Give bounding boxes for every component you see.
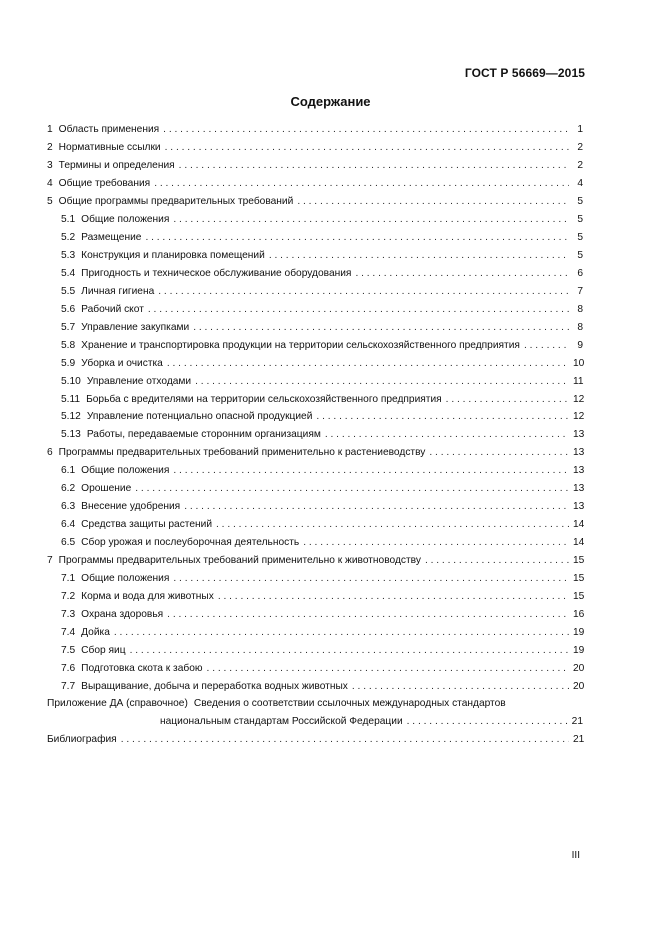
toc-entry-title: Внесение удобрения (81, 501, 181, 513)
toc-entry (47, 480, 583, 498)
document-standard-number: ГОСТ Р 56669—2015 (464, 66, 585, 80)
toc-entry-title: Нормативные ссылки (58, 142, 161, 154)
dot-leader (173, 465, 569, 476)
toc-entry-number: 5.2 (61, 232, 76, 244)
toc-entry-title: Область применения (58, 124, 160, 136)
toc-entry-title: Программы предварительных требований применительно к растениеводству (58, 447, 426, 459)
appendix-page-number: 21 (571, 716, 583, 728)
toc-entry-title: Общие положения (81, 572, 170, 584)
dot-leader (297, 196, 569, 207)
toc-entry-number: 7.7 (61, 680, 76, 692)
toc-entry-page: 4 (577, 178, 583, 190)
dot-leader (407, 716, 568, 727)
toc-entry-title: Выращивание, добыча и переработка водных животных (81, 680, 348, 692)
toc-entry-number: 5.3 (61, 250, 76, 262)
dot-leader (179, 160, 569, 171)
toc-entry (47, 659, 583, 677)
toc-entry (47, 265, 583, 283)
dot-leader (446, 394, 569, 405)
dot-leader (158, 286, 569, 297)
toc-entry (47, 175, 583, 193)
toc-entry-title: Хранение и транспортировка продукции на территории сельскохозяйственного предприятия (81, 339, 520, 351)
dot-leader (216, 519, 569, 530)
dot-leader (269, 250, 569, 261)
toc-entry (47, 552, 583, 570)
toc-entry-page: 20 (573, 680, 585, 692)
toc-entry-number: 5.1 (61, 214, 76, 226)
toc-entry-title: Пригодность и техническое обслуживание оборудования (81, 267, 352, 279)
toc-entry-title: Охрана здоровья (81, 608, 164, 620)
dot-leader (114, 627, 569, 638)
toc-entry-title: Программы предварительных требований применительно к животноводству (58, 554, 421, 566)
toc-entry-title: Личная гигиена (81, 285, 155, 297)
dot-leader (163, 124, 569, 135)
toc-appendix-entry (47, 695, 583, 731)
toc-entry (47, 587, 583, 605)
toc-entry-number: 5.12 (61, 411, 81, 423)
toc-entry-page: 19 (573, 626, 585, 638)
toc-entry-page: 15 (573, 572, 585, 584)
toc-entry-number: 6.2 (61, 483, 76, 495)
toc-entry-page: 8 (577, 321, 583, 333)
dot-leader (218, 591, 569, 602)
toc-entry-page: 20 (573, 662, 585, 674)
toc-entry-page: 12 (573, 411, 585, 423)
toc-entry-title: Средства защиты растений (81, 519, 213, 531)
dot-leader (195, 376, 569, 387)
dot-leader (148, 304, 569, 315)
toc-entries (47, 121, 583, 695)
toc-entry-title: Конструкция и планировка помещений (81, 250, 265, 262)
toc-entry-title: Подготовка скота к забою (81, 662, 203, 674)
dot-leader (207, 663, 569, 674)
toc-entry (47, 139, 583, 157)
toc-entry-page: 7 (577, 285, 583, 297)
dot-leader (355, 268, 569, 279)
toc-entry-title: Общие положения (81, 214, 170, 226)
dot-leader (429, 447, 569, 458)
dot-leader (130, 645, 569, 656)
toc-entry-number: 6 (47, 447, 53, 459)
dot-leader (184, 501, 569, 512)
toc-entry (47, 623, 583, 641)
toc-entry-page: 14 (573, 537, 585, 549)
toc-entry-title: Корма и вода для животных (81, 590, 214, 602)
toc-entry-page: 13 (573, 429, 585, 441)
toc-entry-title: Уборка и очистка (81, 357, 163, 369)
toc-entry-title: Общие программы предварительных требований (58, 196, 294, 208)
toc-entry (47, 534, 583, 552)
dot-leader (325, 429, 569, 440)
toc-entry-number: 7.2 (61, 590, 76, 602)
toc-entry (47, 516, 583, 534)
toc-bibliography-entry (47, 731, 583, 749)
page-title: Содержание (290, 94, 371, 109)
toc-entry-page: 5 (577, 196, 583, 208)
toc-entry-title: Общие требования (58, 178, 151, 190)
toc-entry-number: 6.4 (61, 519, 76, 531)
toc-entry-number: 5.13 (61, 429, 81, 441)
toc-entry-page: 19 (573, 644, 585, 656)
toc-entry-page: 16 (573, 608, 585, 620)
toc-entry-page: 8 (577, 303, 583, 315)
toc-entry (47, 605, 583, 623)
toc-entry-number: 7.6 (61, 662, 76, 674)
toc-entry (47, 641, 583, 659)
toc-entry (47, 372, 583, 390)
dot-leader (524, 340, 569, 351)
toc-entry (47, 426, 583, 444)
toc-entry-number: 5.4 (61, 267, 76, 279)
toc-entry-title: Термины и определения (58, 160, 175, 172)
toc-entry-page: 5 (577, 232, 583, 244)
toc-entry-number: 5 (47, 196, 53, 208)
toc-entry (47, 498, 583, 516)
toc-entry-number: 7.4 (61, 626, 76, 638)
toc-entry-title: Общие положения (81, 465, 170, 477)
toc-entry-number: 6.1 (61, 465, 76, 477)
toc-entry-page: 1 (577, 124, 583, 136)
toc-entry-title: Размещение (81, 232, 142, 244)
toc-entry-title: Дойка (81, 626, 110, 638)
toc-entry-number: 5.7 (61, 321, 76, 333)
toc-entry (47, 318, 583, 336)
toc-entry (47, 408, 583, 426)
toc-entry-title: Управление закупками (81, 321, 190, 333)
page-number: III (571, 850, 580, 861)
toc-entry (47, 282, 583, 300)
dot-leader (121, 734, 569, 745)
toc-entry (47, 390, 583, 408)
toc-entry-number: 6.5 (61, 537, 76, 549)
toc-entry-page: 15 (573, 590, 585, 602)
dot-leader (173, 214, 569, 225)
toc-entry-title: Орошение (81, 483, 132, 495)
toc-entry (47, 336, 583, 354)
toc-entry-page: 13 (573, 483, 585, 495)
dot-leader (352, 681, 569, 692)
toc-entry-number: 5.6 (61, 303, 76, 315)
toc-entry-page: 12 (573, 393, 585, 405)
dot-leader (135, 483, 569, 494)
toc-entry (47, 157, 583, 175)
toc-entry-number: 5.11 (61, 393, 81, 405)
toc-entry-number: 5.10 (61, 375, 81, 387)
toc-entry-number: 7 (47, 554, 53, 566)
toc-entry-title: Рабочий скот (81, 303, 144, 315)
dot-leader (316, 411, 569, 422)
toc-entry-page: 2 (577, 160, 583, 172)
toc-entry-page: 15 (573, 554, 585, 566)
dot-leader (167, 358, 569, 369)
toc-entry (47, 247, 583, 265)
dot-leader (303, 537, 569, 548)
toc-entry (47, 444, 583, 462)
toc-entry-page: 5 (577, 214, 583, 226)
toc-entry (47, 121, 583, 139)
toc-entry-title: Сбор урожая и послеуборочная деятельность (81, 537, 300, 549)
toc-entry-number: 7.1 (61, 572, 76, 584)
toc-entry-number: 3 (47, 160, 53, 172)
toc-entry (47, 229, 583, 247)
toc-entry (47, 300, 583, 318)
toc-entry-title: Управление потенциально опасной продукцией (86, 411, 313, 423)
toc-entry-number: 5.5 (61, 285, 76, 297)
toc-entry (47, 462, 583, 480)
toc-entry (47, 677, 583, 695)
toc-entry-page: 6 (577, 267, 583, 279)
dot-leader (173, 573, 569, 584)
toc-entry-page: 10 (573, 357, 585, 369)
appendix-title-line1: Сведения о соответствии ссылочных международных стандартов (193, 698, 506, 710)
toc-entry-number: 4 (47, 178, 53, 190)
bibliography-label: Библиография (47, 734, 117, 746)
toc-entry-page: 14 (573, 519, 585, 531)
bibliography-page-number: 21 (573, 734, 585, 746)
toc-entry (47, 354, 583, 372)
dot-leader (165, 142, 569, 153)
table-of-contents (47, 121, 583, 749)
toc-entry (47, 193, 583, 211)
dot-leader (425, 555, 569, 566)
toc-entry-page: 11 (573, 375, 584, 387)
toc-entry-page: 13 (573, 501, 585, 513)
toc-entry-title: Работы, передаваемые сторонним организациям (86, 429, 321, 441)
toc-entry-number: 2 (47, 142, 53, 154)
toc-entry-page: 2 (577, 142, 583, 154)
toc-entry-title: Сбор яиц (81, 644, 126, 656)
toc-entry-number: 5.8 (61, 339, 76, 351)
dot-leader (167, 609, 569, 620)
toc-entry-title: Борьба с вредителями на территории сельскохозяйственного предприятия (86, 393, 442, 405)
toc-entry-number: 5.9 (61, 357, 76, 369)
toc-entry-page: 9 (577, 339, 583, 351)
toc-entry-number: 7.3 (61, 608, 76, 620)
toc-entry-number: 6.3 (61, 501, 76, 513)
dot-leader (145, 232, 569, 243)
toc-entry-page: 13 (573, 465, 585, 477)
toc-entry (47, 211, 583, 229)
toc-entry-title: Управление отходами (86, 375, 192, 387)
dot-leader (154, 178, 569, 189)
appendix-title-line2: национальным стандартам Российской Федерации (160, 716, 403, 728)
toc-entry-number: 1 (47, 124, 53, 136)
dot-leader (193, 322, 569, 333)
toc-entry-number: 7.5 (61, 644, 76, 656)
toc-entry-page: 5 (577, 250, 583, 262)
toc-entry (47, 569, 583, 587)
appendix-label: Приложение ДА (справочное) (47, 698, 188, 710)
toc-entry-page: 13 (573, 447, 585, 459)
